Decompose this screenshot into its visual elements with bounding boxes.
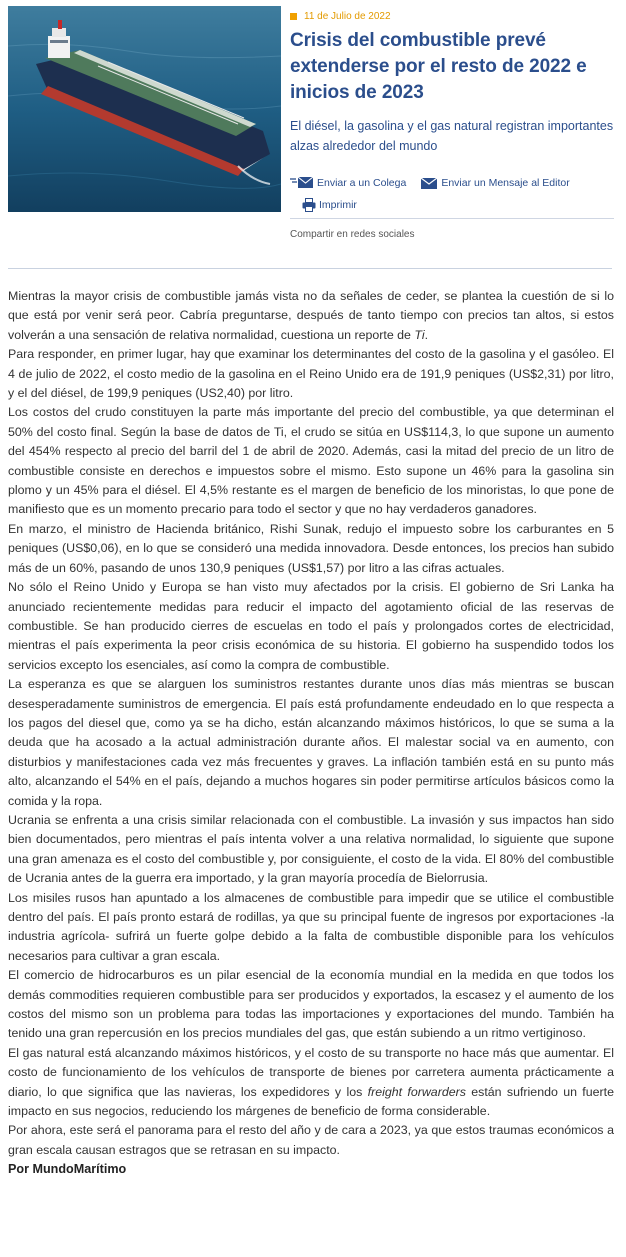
- print-label: Imprimir: [319, 199, 357, 211]
- article-paragraph: [8, 1044, 614, 1122]
- article-paragraph: Ucrania se enfrenta a una crisis similar relacionada con el combustible. La invasión y sus impactos han sido bien documentados, pero mientras el país intenta volver a una relativa normalidad, lo siguiente que supone una gran amenaza es el costo del combustible y, por consiguiente, el costo de la vida. El 80% del combustible de Ucrania antes de la guerra era importado, y la gran mayoría procedía de Bielorrusia.: [8, 812, 614, 886]
- date-row: [290, 6, 620, 26]
- share-social-label: Compartir en redes sociales: [290, 229, 415, 240]
- article-paragraph: La esperanza es que se alarguen los suministros restantes durante unos días más mientras se buscan desesperadamente suministros de emergencia. El país está profundamente endeudado en lo que respecta a los pagos del diesel que, como ya se ha dicho, están alcanzando máximos históricos, lo que se suma a la deuda que ha acosado a la actual administración durante años. El malestar social va en aumento, con disturbios y manifestaciones cada vez más frecuentes y graves. La inflación también está en su punto más alto, alcanzando el 54% en el país, dejando a muchos hogares sin poder permitirse artículos básicos como la comida y la ropa.: [8, 677, 614, 808]
- article-paragraph: Los costos del crudo constituyen la parte más importante del precio del combustible, ya que determinan el 50% del costo final. Según la base de datos de Ti, el crudo se sitúa en US$114,3, lo que supone un aumento del 454% respecto al precio del barril del 1 de abril de 2020. Además, casi la mitad del precio de un litro de combustible consiste en derechos e impuestos sobre el mismo. Esto supone un 46% para la gasolina sin plomo y un 45% para el diésel. El 4,5% restante es el margen de beneficio de los minoristas, lo que pone de manifiesto que es un momento precario para todo el sector y que no hay verdaderos ganadores.: [8, 405, 614, 517]
- article-paragraph: Para responder, en primer lugar, hay que examinar los determinantes del costo de la gasolina y el gasóleo. El 4 de julio de 2022, el costo medio de la gasolina en el Reino Unido era de 191,9 peniques (US$2,31) por litro, y el del diésel, de 199,9 peniques (US2,40) por litro.: [8, 347, 614, 401]
- header-divider: [8, 268, 612, 269]
- actions-row-1: [290, 172, 620, 194]
- oil-tanker-image: [8, 6, 281, 212]
- date-bullet-icon: [290, 13, 297, 20]
- send-to-colleague-label: Enviar a un Colega: [317, 177, 407, 189]
- emphasis-text: Ti: [414, 327, 425, 342]
- send-envelope-icon: [290, 176, 314, 190]
- paragraph-text: están sufriendo un fuerte impacto en sus negocios, reduciendo los márgenes de beneficio de forma considerable.: [8, 1084, 614, 1119]
- article-paragraph: Por ahora, este será el panorama para el resto del año y de cara a 2023, ya que estos traumas económicos a gran escala causan estragos que se retrasan en su impacto.: [8, 1123, 614, 1157]
- article-header: [8, 6, 618, 264]
- paragraph-text: Mientras la mayor crisis de combustible jamás vista no da señales de ceder, se plantea la cuestión de si lo que está por venir será peor. Cabría preguntarse, después de tanto tiempo con precios tan altos, si estos volverán a una sensación de relativa normalidad, cuestiona un reporte de: [8, 289, 614, 342]
- article-meta: [290, 6, 620, 240]
- send-to-colleague-link[interactable]: [290, 176, 406, 190]
- print-link[interactable]: [302, 198, 357, 212]
- envelope-icon: [420, 177, 438, 190]
- actions-row-2: [290, 194, 620, 216]
- paragraph-text: .: [424, 327, 429, 342]
- article-paragraph: El comercio de hidrocarburos es un pilar esencial de la economía mundial en la medida en que todos los demás commodities requieren combustible para ser producidos y exportados, la escasez y el aumento de los costos del mismo son un problema para todas las importaciones y exportaciones del mundo. También ha tenido una gran repercusión en los precios mundiales del gas, que están subiendo a un ritmo vertiginoso.: [8, 968, 614, 1041]
- article-paragraph: [8, 287, 614, 345]
- article-paragraph: Los misiles rusos han apuntado a los almacenes de combustible para impedir que se utilice el combustible dentro del país. El país pronto estará de rodillas, ya que su principal fuente de ingresos por exportaciones -la industria agrícola- sufrirá un fuerte golpe debido a la falta de combustible disponible para los vehículos necesarios para cultivar a gran escala.: [8, 890, 614, 963]
- article-paragraph: En marzo, el ministro de Hacienda británico, Rishi Sunak, redujo el impuesto sobre los carburantes en 5 peniques (US$0,06), en lo que se consideró una medida innovadora. Desde entonces, los precios han subido más de un 60%, pasando de unos 130,9 peniques (US$1,57) por litro a las cifras actuales.: [8, 521, 614, 575]
- message-editor-label: Enviar un Mensaje al Editor: [441, 177, 570, 189]
- article-signature: Por MundoMarítimo: [8, 1162, 127, 1177]
- article-subtitle: El diésel, la gasolina y el gas natural registran importantes alzas alrededor del mundo: [290, 119, 614, 153]
- article-title: Crisis del combustible prevé extenderse por el resto de 2022 e inicios de 2023: [290, 30, 587, 103]
- publish-date: 11 de Julio de 2022: [304, 10, 391, 22]
- message-editor-link[interactable]: [420, 177, 569, 190]
- article-body: [8, 287, 614, 1180]
- printer-icon: [302, 198, 316, 212]
- emphasis-text: freight forwarders: [367, 1084, 466, 1099]
- article-actions: [290, 172, 620, 240]
- oil-tanker-ship-photo: [8, 6, 281, 212]
- article-paragraph: No sólo el Reino Unido y Europa se han visto muy afectados por la crisis. El gobierno de Sri Lanka ha anunciado recientemente medidas para reducir el impacto del agotamiento oficial de las reservas de combustible. Se han producido cierres de escuelas en todo el país y prolongados cortes de electricidad, mientras el país experimenta la peor crisis económica de su historia. El gobierno ha suspendido todos los servicios excepto los esenciales, así como la compra de combustible.: [8, 580, 614, 672]
- paragraph-text: El gas natural está alcanzando máximos históricos, y el costo de su transporte no hace más que aumentar. El costo de funcionamiento de los vehículos de transporte de bienes por carretera aumenta prácticamente a diario, lo que significa que las navieras, los expedidores y los: [8, 1045, 614, 1099]
- actions-divider: [290, 218, 614, 219]
